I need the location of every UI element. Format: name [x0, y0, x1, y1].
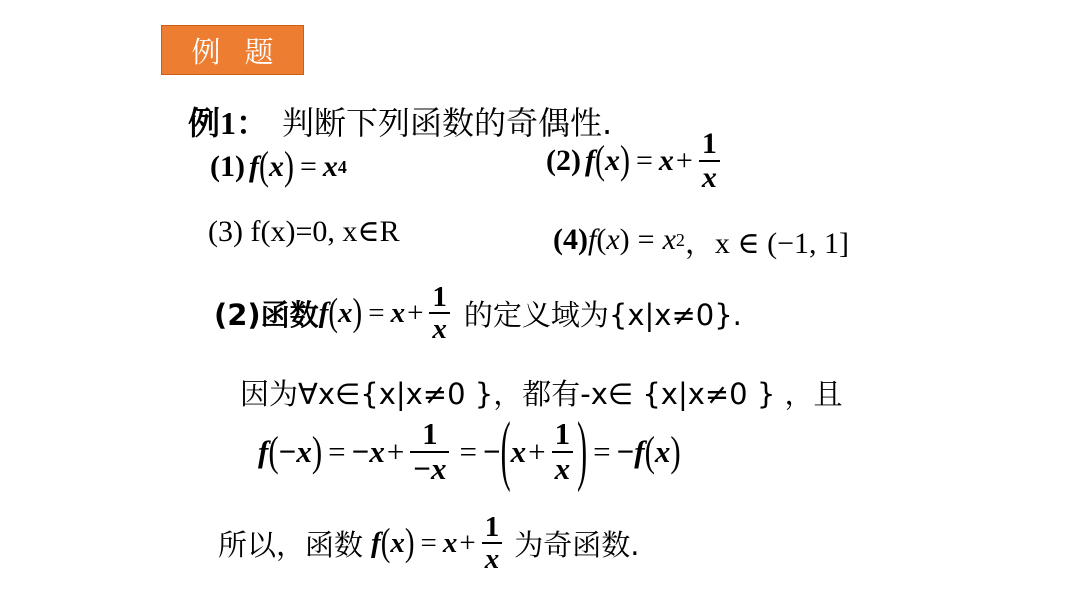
- problem-1: (1) f ( x ) = x 4: [210, 144, 347, 189]
- solution-conclusion: 所以，函数 f ( x ) = x + $\frac{1}{x}$ 为奇函数.: [218, 511, 640, 576]
- problem-2: (2) f ( x ) = x + $\frac{1}{x}$: [546, 128, 724, 193]
- problem-4-domain: ，x ∈ (−1, 1]: [684, 227, 850, 260]
- solution-because-text: 因为∀x∈{x|x≠0 }，都有-x∈ {x|x≠0 } ，且: [240, 377, 843, 411]
- example-question: 判断下列函数的奇偶性.: [282, 104, 613, 142]
- solution-derivation: f ( − x ) = − x + $\frac{1}{-x}$ = − ( x + $\frac{1}{x}$ ) = − f ( x ): [258, 407, 681, 494]
- solution-intro: (2)函数 f ( x ) = x + $\frac{1}{x}$ 的定义域为{x|x≠0}.: [214, 281, 742, 346]
- example-number: 例1：: [188, 105, 269, 141]
- problem-4-label: (4): [553, 223, 588, 256]
- problem-4: (4) f ( x ) = x 2 ，x ∈ (−1, 1]: [553, 218, 849, 262]
- problem-2-label: (2): [546, 143, 581, 177]
- conclusion-tail: 为奇函数.: [514, 527, 640, 562]
- example-badge: 例题: [161, 25, 304, 75]
- conclusion-prefix: 所以，函数: [218, 527, 364, 562]
- solution-domain: 的定义域为{x|x≠0}.: [463, 297, 742, 332]
- problem-1-label: (1): [210, 150, 245, 183]
- solution-because: [240, 372, 843, 413]
- solution-intro-label: (2)函数: [214, 297, 319, 332]
- problem-3: [208, 214, 400, 249]
- problem-3-text: (3) f(x)=0, x∈R: [208, 215, 400, 248]
